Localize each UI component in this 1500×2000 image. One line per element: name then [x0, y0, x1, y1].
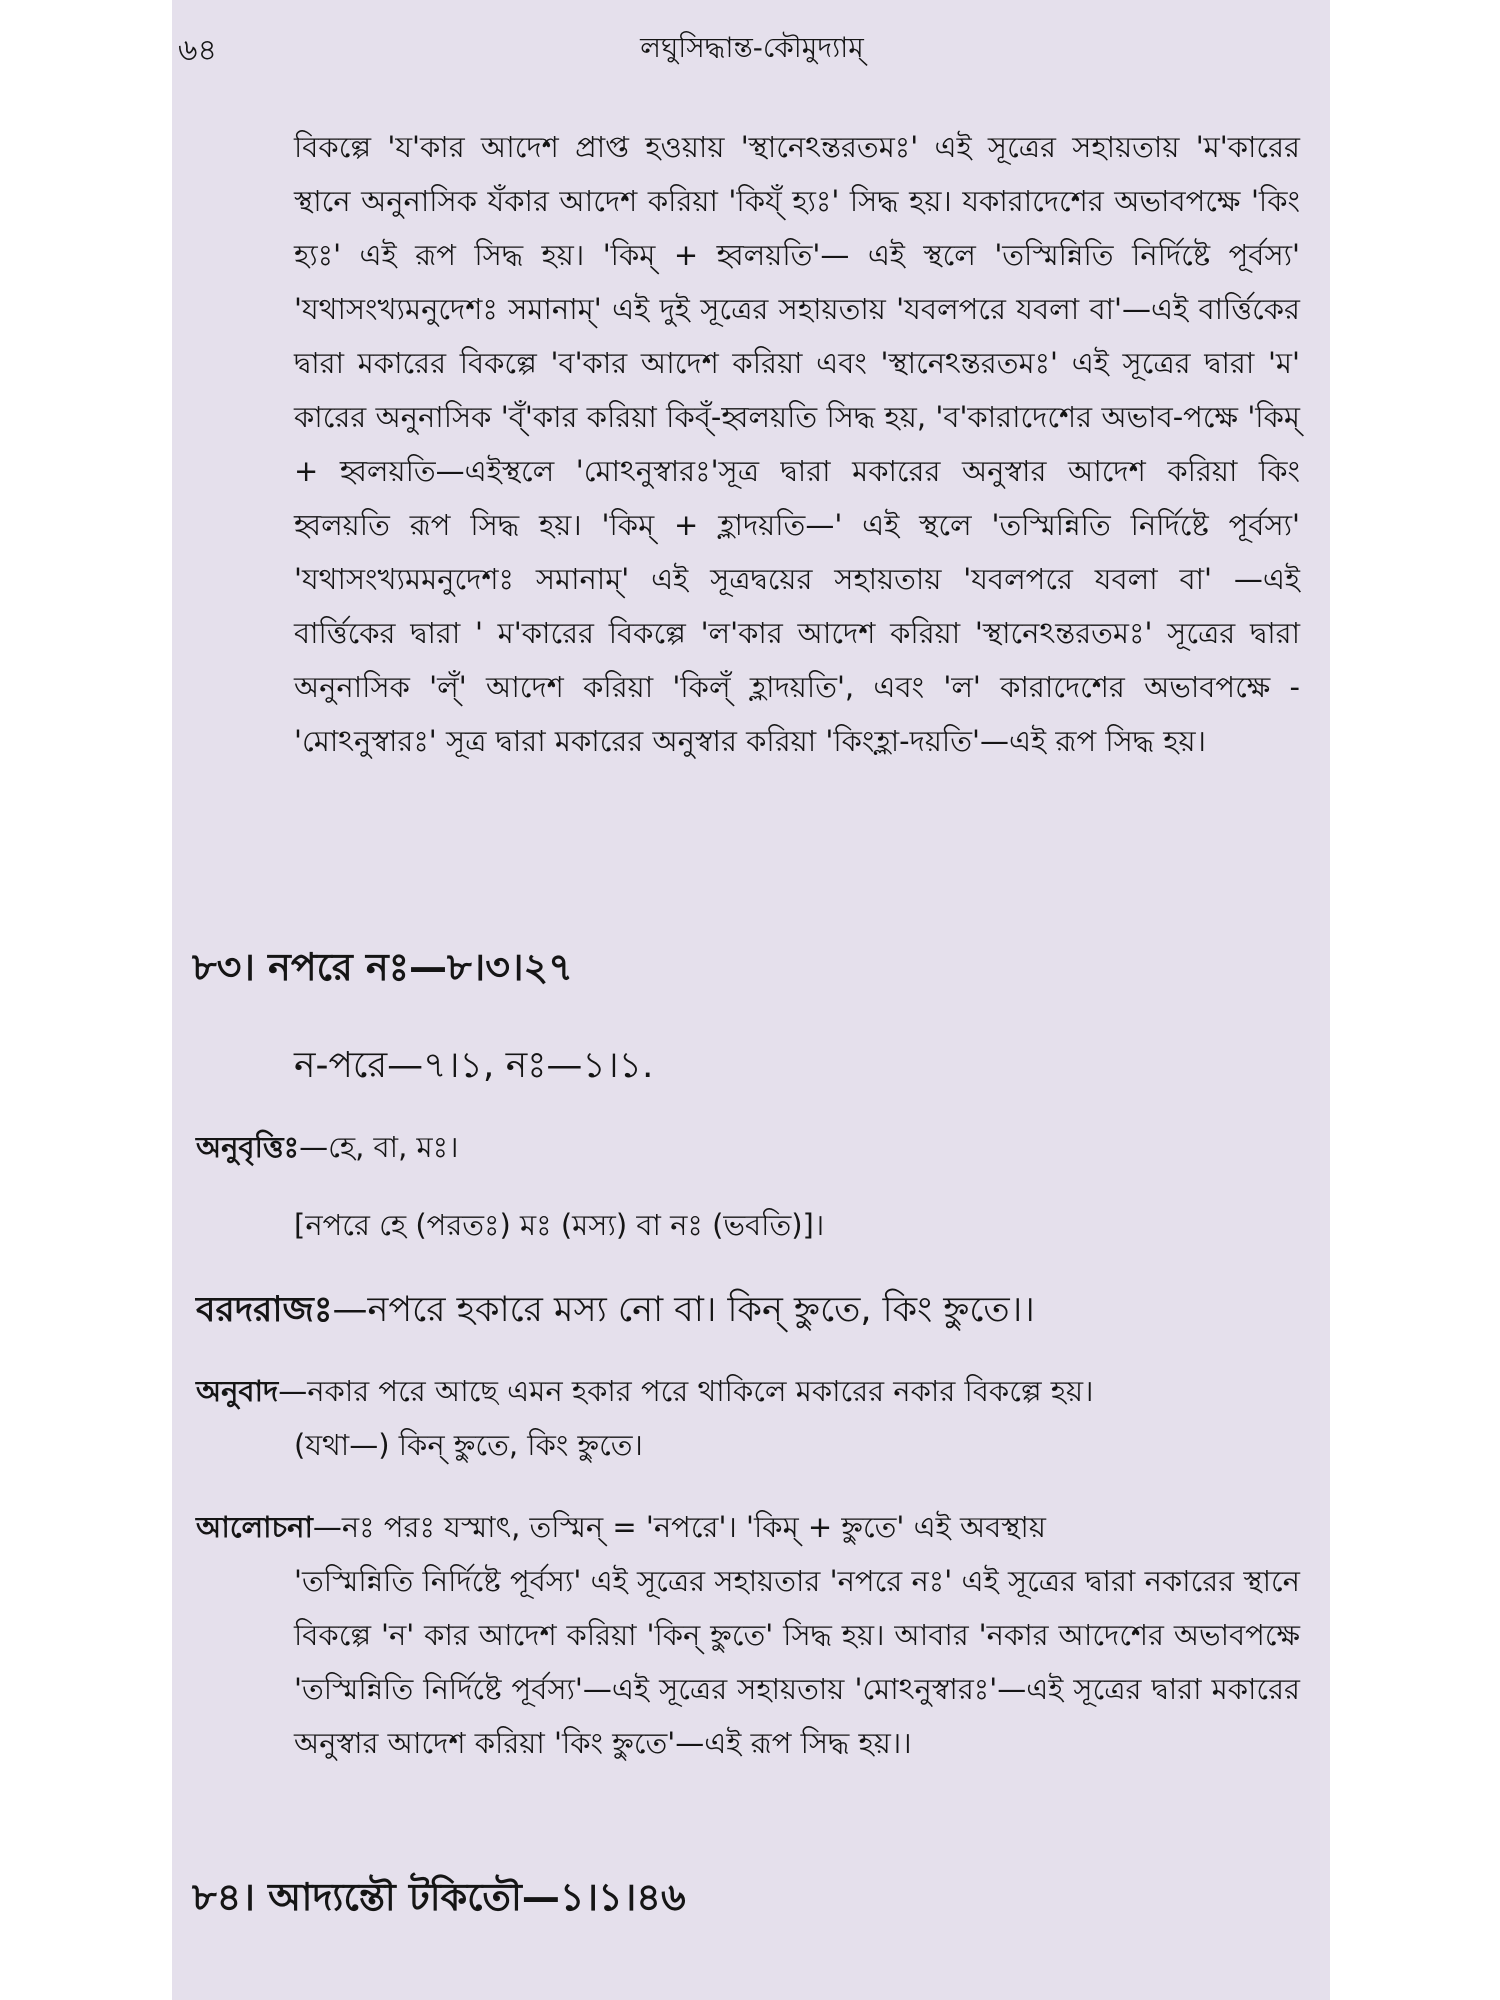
sutra-84-heading: ৮৪। আদ্যন্তৌ টকিতৌ—১।১।৪৬: [192, 1875, 686, 1919]
sutra-83-heading: ৮৩। নপরে নঃ—৮।৩।২৭: [192, 945, 573, 989]
anuvada-text: —নকার পরে আছে এমন হকার পরে থাকিলে মকারের নকার বিকল্পে হয়।: [278, 1374, 1094, 1408]
padaccheda: ন-পরে—৭।১, নঃ—১।১.: [294, 1045, 654, 1086]
varadaraja-text: —নপরে হকারে মস্য নো বা। কিন্ হ্নুতে, কিং হ্নুতে।।: [332, 1290, 1035, 1330]
alochana-paragraph: 'তস্মিন্নিতি নির্দিষ্টে পূর্বস্য' এই সূত্রের সহায়তার 'নপরে নঃ' এই সূত্রের দ্বারা নকারের স্থানে বিকল্পে 'ন' কার আদেশ করিয়া 'কিন্ হ্নুতে' সিদ্ধ হয়। আবার 'নকার আদেশের অভাবপক্ষে 'তস্মিন্নিতি নির্দিষ্টে পূর্বস্য'—এই সূত্রের সহায়তায় 'মোঽনুস্বারঃ'—এই সূত্রের দ্বারা মকারের অনুস্বার আদেশ করিয়া 'কিং হ্নুতে'—এই রূপ সিদ্ধ হয়।।: [294, 1564, 1300, 1760]
alochana: [196, 1500, 1300, 1554]
anuvada: [196, 1364, 1300, 1418]
anuvritti-text: —হে, বা, মঃ।: [299, 1130, 459, 1164]
commentary-paragraph: বিকল্পে 'য'কার আদেশ প্রাপ্ত হওয়ায় 'স্থানেঽন্তরতমঃ' এই সূত্রের সহায়তায় 'ম'কারের স্থানে অনুনাসিক যঁকার আদেশ করিয়া 'কিয্ঁ হ্যঃ' সিদ্ধ হয়। যকারাদেশের অভাবপক্ষে 'কিং হ্যঃ' এই রূপ সিদ্ধ হয়। 'কিম্ + হ্বলয়তি'— এই স্থলে 'তস্মিন্নিতি নির্দিষ্টে পূর্বস্য' 'যথাসংখ্যমনুদেশঃ সমানাম্' এই দুই সূত্রের সহায়তায় 'যবলপরে যবলা বা'—এই বার্ত্তিকের দ্বারা মকারের বিকল্পে 'ব'কার আদেশ করিয়া এবং 'স্থানেঽন্তরতমঃ' এই সূত্রের দ্বারা 'ম' কারের অনুনাসিক 'ব্ঁ'কার করিয়া কিব্ঁ-হ্বলয়তি সিদ্ধ হয়, 'ব'কারাদেশের অভাব-পক্ষে 'কিম্ + হ্বলয়তি—এইস্থলে 'মোঽনুস্বারঃ'সূত্র দ্বারা মকারের অনুস্বার আদেশ করিয়া কিং হ্বলয়তি রূপ সিদ্ধ হয়। 'কিম্ + হ্লাদয়তি—' এই স্থলে 'তস্মিন্নিতি নির্দিষ্টে পূর্বস্য' 'যথাসংখ্যমমনুদেশঃ সমানাম্' এই সূত্রদ্বয়ের সহায়তায় 'যবলপরে যবলা বা' —এই বার্ত্তিকের দ্বারা ' ম'কারের বিকল্পে 'ল'কার আদেশ করিয়া 'স্থানেঽন্তরতমঃ' সূত্রের দ্বারা অনুনাসিক 'ল্ঁ' আদেশ করিয়া 'কিল্ঁ হ্লাদয়তি', এবং 'ল' কারাদেশের অভাবপক্ষে -'মোঽনুস্বারঃ' সূত্র দ্বারা মকারের অনুস্বার করিয়া 'কিংহ্লা-দয়তি'—এই রূপ সিদ্ধ হয়।: [294, 130, 1300, 758]
page-number: ৬৪: [178, 33, 217, 68]
varadaraja-label: বরদরাজঃ: [196, 1290, 333, 1330]
page-header: [172, 26, 1330, 66]
varadaraja-gloss: [196, 1282, 1306, 1341]
vigraha: [নপরে হে (পরতঃ) মঃ (মস্য) বা নঃ (ভবতি)]।: [294, 1208, 825, 1242]
alochana-label: আলোচনা: [196, 1510, 313, 1544]
book-page: [172, 0, 1330, 2000]
running-title: লঘুসিদ্ধান্ত-কৌমুদ্যাম্: [640, 31, 864, 64]
alochana-first-line: —নঃ পরঃ যস্মাৎ, তস্মিন্ = 'নপরে'। 'কিম্ + হ্নুতে' এই অবস্থায়: [312, 1510, 1046, 1544]
anuvada-label: অনুবাদ: [196, 1374, 279, 1408]
anuvada-example: (যথা—) কিন্ হ্নুতে, কিং হ্নুতে।: [294, 1428, 643, 1462]
anuvritti-label: অনুবৃত্তিঃ: [196, 1130, 300, 1164]
anuvritti: [196, 1125, 458, 1174]
